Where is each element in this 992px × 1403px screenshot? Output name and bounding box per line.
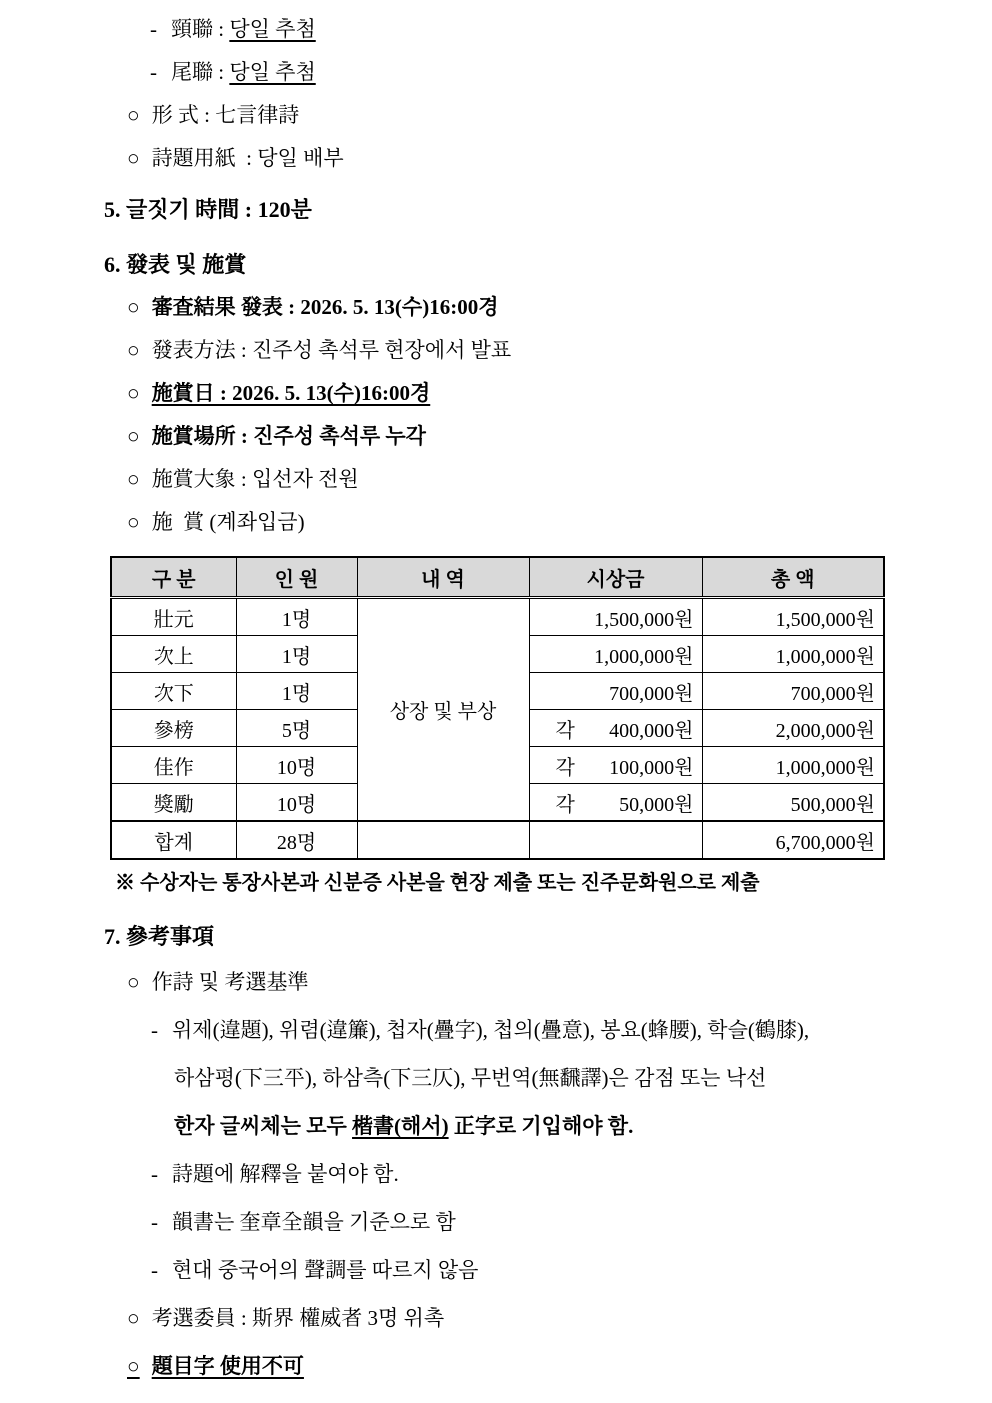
line-award-date xyxy=(0,372,992,415)
heading-announcement: 6. 發表 및 施賞 xyxy=(104,252,247,277)
circle-bullet-icon: ○ xyxy=(127,103,140,127)
header-total: 총 액 xyxy=(702,557,884,598)
line-sije xyxy=(0,1150,992,1198)
line-wiwon xyxy=(0,1294,992,1342)
count-cell: 1명 xyxy=(236,598,357,636)
circle-bullet-icon: ○ xyxy=(127,1354,140,1378)
each-label: 각 xyxy=(555,719,575,742)
each-label: 각 xyxy=(555,756,575,779)
circle-bullet-icon: ○ xyxy=(127,381,140,405)
gyeongnyeon-label: 頸聯 : xyxy=(171,17,230,41)
jemok-text: 題目字 使用不可 xyxy=(151,1354,304,1378)
gyejwa-text: 施 賞 (계좌입금) xyxy=(151,510,305,534)
prize-cell xyxy=(529,710,702,747)
prize-cell xyxy=(529,673,702,710)
wije-line2-text: 하삼평(下三平), 하삼측(下三仄), 무번역(無飜譯)은 감점 또는 낙선 xyxy=(174,1066,767,1090)
dash-bullet-icon: - xyxy=(150,17,157,41)
hanja-suffix: 正字로 기입해야 함. xyxy=(448,1114,634,1138)
circle-bullet-icon: ○ xyxy=(127,146,140,170)
circle-bullet-icon: ○ xyxy=(127,1306,140,1330)
rank-cell: 次上 xyxy=(111,636,236,673)
circle-bullet-icon: ○ xyxy=(127,970,140,994)
daesang-text: 施賞大象 : 입선자 전원 xyxy=(151,467,359,491)
rank-cell: 佳作 xyxy=(111,747,236,784)
line-award-target xyxy=(0,458,992,501)
hyeondae-text: 현대 중국어의 聲調를 따르지 않음 xyxy=(172,1258,479,1282)
total-cell: 700,000원 xyxy=(702,673,884,710)
count-cell: 1명 xyxy=(236,673,357,710)
line-announce-method xyxy=(0,329,992,372)
table-note: ※ 수상자는 통장사본과 신분증 사본을 현장 제출 또는 진주문화원으로 제출 xyxy=(115,872,760,894)
unseo-text: 韻書는 奎章全韻을 기준으로 함 xyxy=(172,1210,456,1234)
line-wije-1 xyxy=(0,1006,992,1054)
dash-bullet-icon: - xyxy=(151,1018,158,1042)
line-wije-2 xyxy=(0,1054,992,1102)
bangbeop-text: 發表方法 : 진주성 촉석루 현장에서 발표 xyxy=(151,338,512,362)
prize-amount: 700,000원 xyxy=(609,682,694,705)
circle-bullet-icon: ○ xyxy=(127,424,140,448)
total-cell: 1,000,000원 xyxy=(702,636,884,673)
heading-writing-time: 5. 글짓기 時間 : 120분 xyxy=(104,197,312,222)
total-cell: 2,000,000원 xyxy=(702,710,884,747)
line-gijun xyxy=(0,958,992,1006)
table-total-row xyxy=(111,821,884,859)
prize-amount: 100,000원 xyxy=(609,756,694,779)
rank-cell: 次下 xyxy=(111,673,236,710)
simsa-text: 審査結果 發表 : 2026. 5. 13(수)16:00경 xyxy=(151,295,499,319)
miryeon-label: 尾聯 : xyxy=(171,60,230,84)
hanja-underlined: 楷書(해서) xyxy=(352,1114,449,1138)
hanja-prefix: 한자 글씨체는 모두 xyxy=(174,1114,353,1138)
prize-amount: 400,000원 xyxy=(609,719,694,742)
dash-bullet-icon: - xyxy=(151,1162,158,1186)
header-detail: 내 역 xyxy=(357,557,529,598)
line-hyeondae xyxy=(0,1246,992,1294)
merged-detail-cell: 상장 및 부상 xyxy=(357,598,529,822)
prize-cell xyxy=(529,598,702,636)
prize-cell-empty xyxy=(529,821,702,859)
line-hyeongsik xyxy=(0,94,992,137)
dash-bullet-icon: - xyxy=(150,60,157,84)
rank-cell: 합계 xyxy=(111,821,236,859)
each-label: 각 xyxy=(555,793,575,816)
dash-bullet-icon: - xyxy=(151,1210,158,1234)
dash-bullet-icon: - xyxy=(151,1258,158,1282)
circle-bullet-icon: ○ xyxy=(127,467,140,491)
rank-cell: 壯元 xyxy=(111,598,236,636)
circle-bullet-icon: ○ xyxy=(127,510,140,534)
hyeongsik-text: 形 式 : 七言律詩 xyxy=(151,103,300,127)
gyeongnyeon-value: 당일 추첨 xyxy=(229,17,316,41)
prize-amount: 1,000,000원 xyxy=(594,645,694,668)
rank-cell: 參榜 xyxy=(111,710,236,747)
circle-bullet-icon: ○ xyxy=(127,338,140,362)
miryeon-value: 당일 추첨 xyxy=(229,60,316,84)
yongji-text: 詩題用紙 : 당일 배부 xyxy=(151,146,344,170)
prize-cell xyxy=(529,636,702,673)
prize-cell xyxy=(529,784,702,822)
total-cell: 500,000원 xyxy=(702,784,884,822)
line-simsa-result xyxy=(0,286,992,329)
line-miryeon xyxy=(0,51,992,94)
line-hanja-rule xyxy=(0,1102,992,1150)
table-row xyxy=(111,598,884,636)
sisangil-text: 施賞日 : 2026. 5. 13(수)16:00경 xyxy=(151,381,431,405)
total-cell: 1,500,000원 xyxy=(702,598,884,636)
prize-table-header-row xyxy=(111,557,884,598)
count-cell: 5명 xyxy=(236,710,357,747)
line-jemok xyxy=(0,1342,992,1390)
sije-text: 詩題에 解釋을 붙여야 함. xyxy=(172,1162,399,1186)
circle-bullet-icon: ○ xyxy=(127,295,140,319)
prize-cell xyxy=(529,747,702,784)
prize-table xyxy=(110,556,885,860)
line-unseo xyxy=(0,1198,992,1246)
rank-cell: 獎勵 xyxy=(111,784,236,822)
header-count: 인 원 xyxy=(236,557,357,598)
gijun-text: 作詩 및 考選基準 xyxy=(151,970,309,994)
total-cell: 6,700,000원 xyxy=(702,821,884,859)
header-prize: 시상금 xyxy=(529,557,702,598)
line-award-place xyxy=(0,415,992,458)
count-cell: 28명 xyxy=(236,821,357,859)
wije-line1-text: 위제(違題), 위렴(違簾), 첩자(疊字), 첩의(疊意), 봉요(蜂腰), 학슬(鶴膝), xyxy=(172,1018,810,1042)
prize-amount: 50,000원 xyxy=(619,793,694,816)
heading-reference: 7. 參考事項 xyxy=(104,924,215,949)
count-cell: 1명 xyxy=(236,636,357,673)
count-cell: 10명 xyxy=(236,784,357,822)
total-cell: 1,000,000원 xyxy=(702,747,884,784)
line-gyeongnyeon xyxy=(0,8,992,51)
prize-amount: 1,500,000원 xyxy=(594,608,694,631)
jangso-text: 施賞場所 : 진주성 촉석루 누각 xyxy=(151,424,426,448)
line-award-deposit xyxy=(0,501,992,544)
detail-cell-empty xyxy=(357,821,529,859)
header-rank: 구 분 xyxy=(111,557,236,598)
count-cell: 10명 xyxy=(236,747,357,784)
wiwon-text: 考選委員 : 斯界 權威者 3명 위촉 xyxy=(151,1306,445,1330)
line-yongji xyxy=(0,137,992,180)
